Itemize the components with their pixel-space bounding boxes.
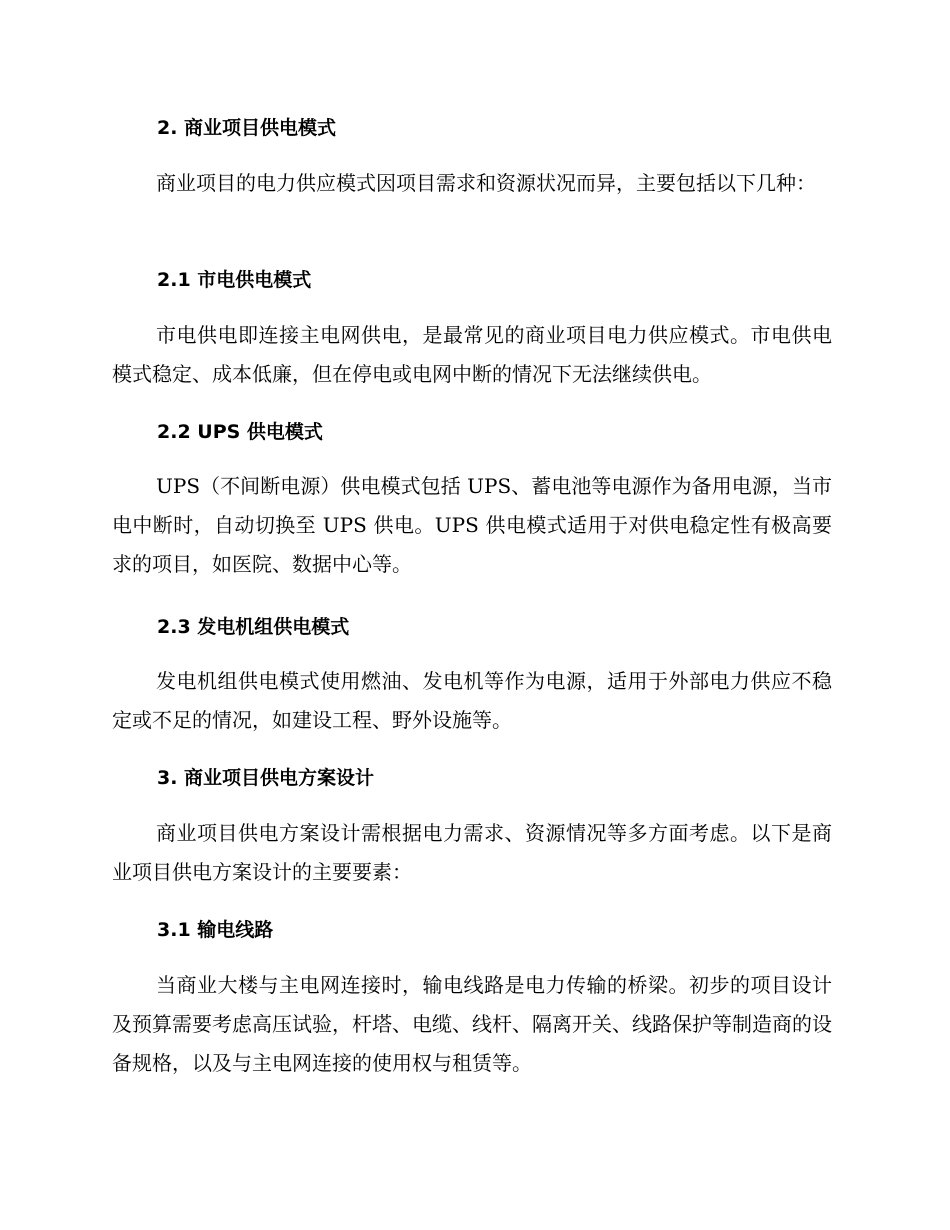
section-heading-2: 2. 商业项目供电模式: [157, 117, 337, 139]
section-paragraph-3: 商业项目供电方案设计需根据电力需求、资源情况等多方面考虑。以下是商业项目供电方案设计的主要要素：: [112, 821, 832, 884]
section-paragraph-2: 商业项目的电力供应模式因项目需求和资源状况而异，主要包括以下几种：: [156, 171, 816, 195]
section-paragraph-2-2: UPS（不间断电源）供电模式包括 UPS、蓄电池等电源作为备用电源，当市电中断时，自动切换至 UPS 供电。UPS 供电模式适用于对供电稳定性有极高要求的项目，如医院、数据中心等。: [112, 474, 832, 576]
section-paragraph-2-3: 发电机组供电模式使用燃油、发电机等作为电源，适用于外部电力供应不稳定或不足的情况，如建设工程、野外设施等。: [112, 669, 832, 732]
section-heading-3: 3. 商业项目供电方案设计: [157, 767, 375, 789]
section-paragraph-2-1: 市电供电即连接主电网供电，是最常见的商业项目电力供应模式。市电供电模式稳定、成本低廉，但在停电或电网中断的情况下无法继续供电。: [112, 323, 832, 386]
section-heading-3-1: 3.1 输电线路: [157, 919, 274, 941]
section-heading-2-2: 2.2 UPS 供电模式: [157, 421, 323, 443]
section-paragraph-3-1: 当商业大楼与主电网连接时，输电线路是电力传输的桥梁。初步的项目设计及预算需要考虑高压试验，杆塔、电缆、线杆、隔离开关、线路保护等制造商的设备规格，以及与主电网连接的使用权与租赁等。: [112, 973, 832, 1075]
section-heading-2-3: 2.3 发电机组供电模式: [157, 616, 350, 638]
section-heading-2-1: 2.1 市电供电模式: [157, 269, 312, 291]
